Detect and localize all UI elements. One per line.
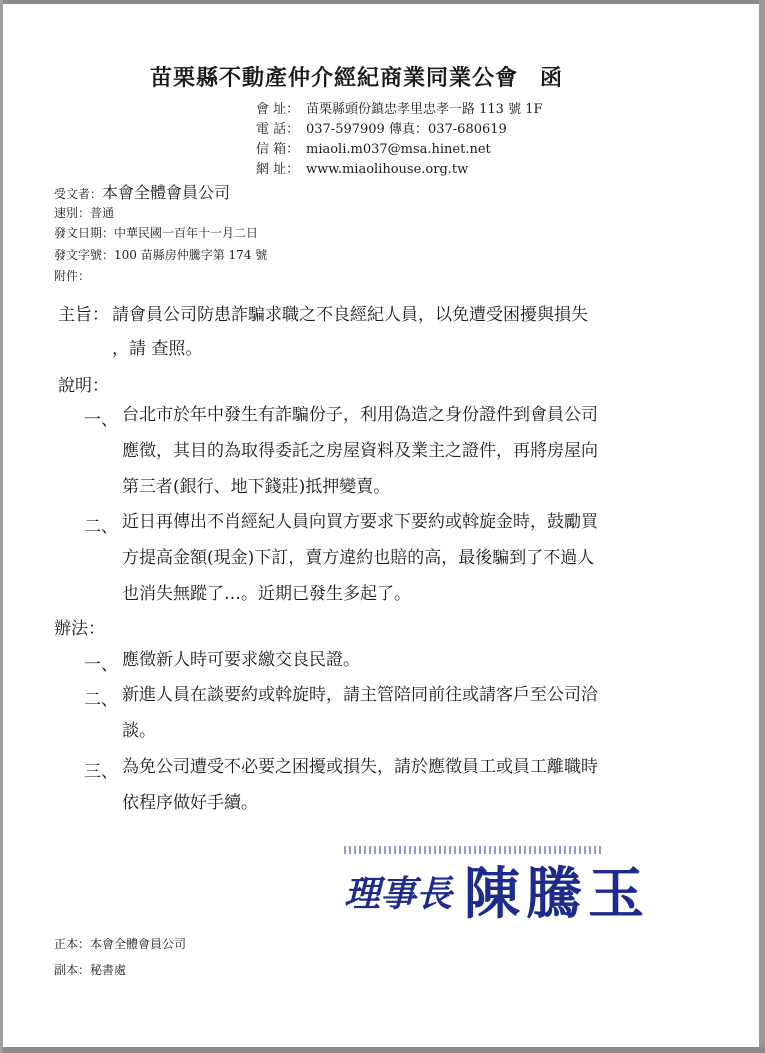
chairman-title: 理事長: [344, 873, 453, 915]
paragraph-line: 談。: [122, 721, 156, 741]
method-item-number: 一、: [84, 655, 118, 675]
paragraph-line: 應徵新人時可要求繳交良民證。: [122, 650, 360, 670]
contact-value: miaoli.m037@msa.hinet.net: [306, 142, 491, 157]
copy-value: 秘書處: [90, 963, 127, 977]
method-item-2: [122, 677, 598, 749]
paragraph-line: 方提高金額(現金)下訂，賣方違約也賠的高，最後騙到了不過人: [122, 548, 595, 568]
subject-label: 主旨：: [58, 305, 109, 325]
original-recipient-line: [54, 935, 186, 952]
document-type: 函: [540, 65, 564, 91]
paragraph-line: 應徵，其目的為取得委託之房屋資料及業主之證件，再將房屋向: [122, 441, 598, 461]
explanation-item-2: [122, 504, 598, 612]
date-value: 中華民國一百年十一月二日: [114, 226, 259, 240]
original-label: 正本：: [54, 937, 91, 951]
contact-value: 037-597909 傳真：037-680619: [306, 122, 507, 137]
date-label: 發文日期：: [54, 226, 115, 240]
explanation-item-number: 一、: [84, 410, 118, 430]
explanation-label: 說明：: [58, 376, 109, 396]
method-item-3: [122, 749, 598, 821]
association-name: 苗栗縣不動產仲介經紀商業同業公會: [150, 65, 519, 91]
scan-edge-right: [759, 0, 765, 1053]
contact-value: www.miaolihouse.org.tw: [306, 162, 469, 177]
contact-email: [256, 138, 491, 157]
document-title: [150, 61, 563, 92]
recipient-label: 受文者：: [54, 187, 103, 201]
contact-label: 網 址：: [256, 162, 300, 177]
speed-value: 普通: [90, 206, 115, 220]
contact-value: 苗栗縣頭份鎮忠孝里忠孝一路 113 號 1F: [306, 102, 543, 117]
original-value: 本會全體會員公司: [90, 937, 187, 951]
contact-website: [256, 158, 468, 177]
number-value: 100 苗縣房仲騰字第 174 號: [114, 248, 268, 262]
paragraph-line: 依程序做好手續。: [122, 793, 258, 813]
contact-label: 電 話：: [256, 122, 300, 137]
explanation-item-number: 二、: [84, 517, 118, 537]
subject-line-1: 請會員公司防患詐騙求職之不良經紀人員，以免遭受困擾與損失: [112, 305, 588, 325]
method-label: 辦法：: [54, 619, 105, 639]
paragraph-line: 第三者(銀行、地下錢莊)抵押變賣。: [122, 477, 391, 497]
paragraph-line: 新進人員在談要約或斡旋時，請主管陪同前往或請客戶至公司洽: [122, 685, 598, 705]
paragraph-line: 為免公司遭受不必要之困擾或損失，請於應徵員工或員工離職時: [122, 757, 598, 777]
recipient-line: [54, 180, 230, 203]
method-item-number: 三、: [84, 762, 118, 782]
explanation-item-1: [122, 397, 598, 505]
scan-edge-bottom: [0, 1047, 765, 1053]
recipient-value: 本會全體會員公司: [102, 183, 231, 202]
scan-edge-left: [0, 0, 3, 1053]
contact-phone: [256, 118, 507, 137]
date-line: [54, 224, 258, 241]
copy-label: 副本：: [54, 963, 91, 977]
contact-address: [256, 98, 543, 117]
paragraph-line: 近日再傳出不肖經紀人員向買方要求下要約或斡旋金時，鼓勵買: [122, 512, 598, 532]
paragraph-line: 台北市於年中發生有詐騙份子，利用偽造之身份證件到會員公司: [122, 405, 598, 425]
speed-label: 速別：: [54, 206, 91, 220]
number-label: 發文字號：: [54, 248, 115, 262]
contact-label: 信 箱：: [256, 142, 300, 157]
attachment-line: [54, 267, 90, 284]
method-item-number: 二、: [84, 690, 118, 710]
method-item-1: [122, 642, 360, 678]
contact-label: 會 址：: [256, 102, 300, 117]
subject-line-2: ，請 查照。: [112, 339, 203, 359]
scan-edge-top: [0, 0, 765, 4]
chairman-signature-stamp: [344, 846, 694, 926]
chairman-name: 陳騰玉: [464, 861, 650, 927]
document-number-line: [54, 246, 267, 263]
attachment-label: 附件：: [54, 269, 91, 283]
paragraph-line: 也消失無蹤了…。近期已發生多起了。: [122, 584, 411, 604]
copy-recipient-line: [54, 961, 126, 978]
speed-line: [54, 204, 114, 221]
